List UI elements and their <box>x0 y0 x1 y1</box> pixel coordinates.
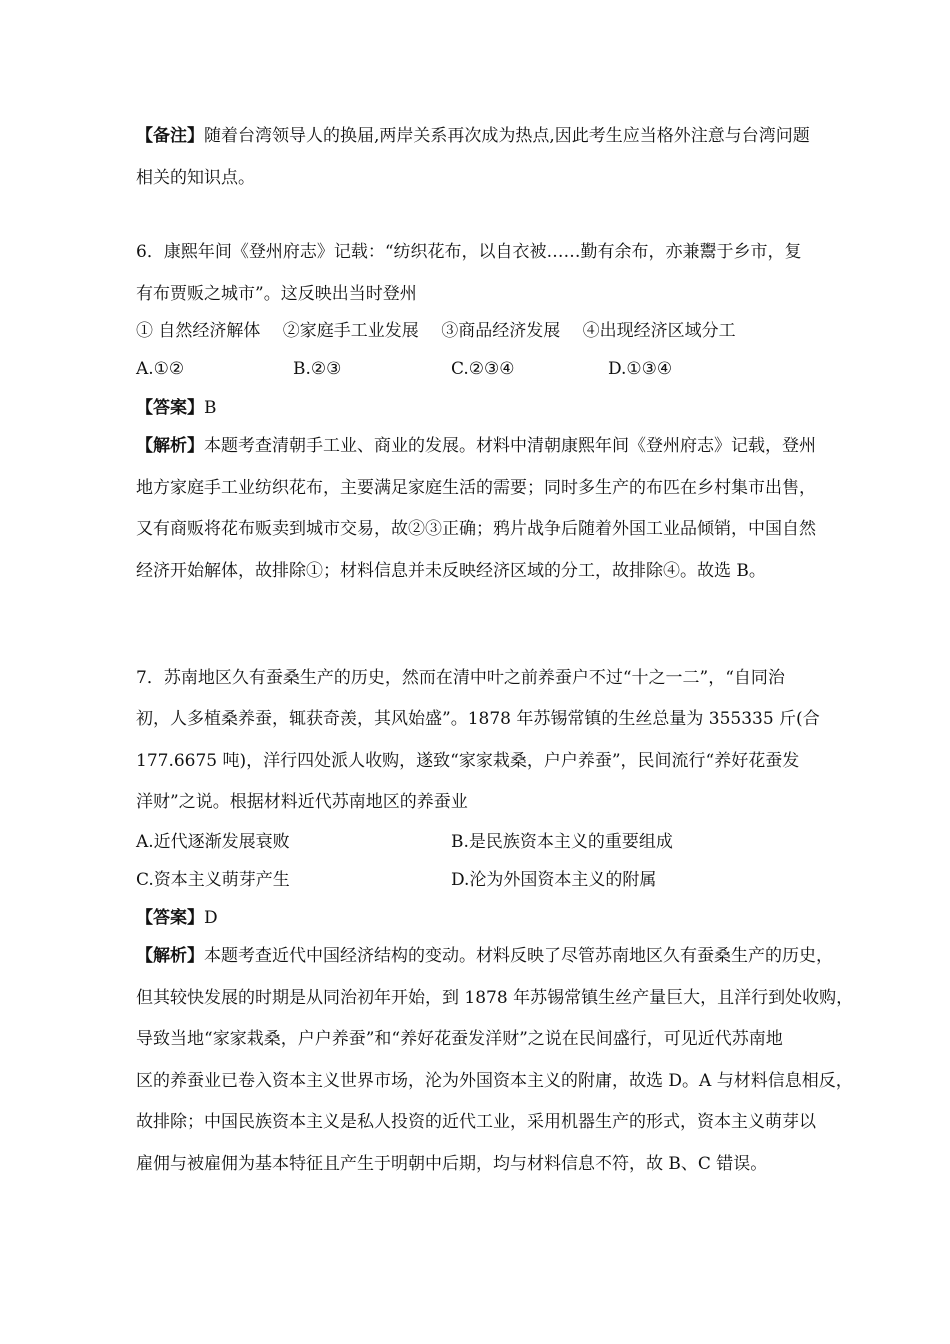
note-tag: 【备注】 <box>136 126 204 146</box>
q6-option-d: D.①③④ <box>608 359 673 379</box>
q6-analysis-line-2: 地方家庭手工业纺织花布，主要满足家庭生活的需要；同时多生产的布匹在乡村集市出售， <box>136 478 816 498</box>
q6-analysis-line-1: 【解析】本题考查清朝手工业、商业的发展。材料中清朝康熙年间《登州府志》记载，登州 <box>136 436 816 456</box>
q7-analysis-line-4: 区的养蚕业已卷入资本主义世界市场，沦为外国资本主义的附庸，故选 D。A 与材料信息相反， <box>136 1071 853 1091</box>
q7-analysis-line-2: 但其较快发展的时期是从同治初年开始，到 1878 年苏锡常镇生丝产量巨大，且洋行到处收购， <box>136 988 854 1008</box>
q6-analysis-line-4: 经济开始解体，故排除①；材料信息并未反映经济区域的分工，故排除④。故选 B。 <box>136 561 766 581</box>
q7-option-b: B.是民族资本主义的重要组成 <box>451 832 673 852</box>
q7-answer <box>136 908 218 928</box>
q7-analysis-line-1: 【解析】本题考查近代中国经济结构的变动。材料反映了尽管苏南地区久有蚕桑生产的历史， <box>136 946 833 966</box>
q6-answer <box>136 398 217 418</box>
note-line-2: 相关的知识点。 <box>136 168 255 188</box>
q7-analysis-line-6: 雇佣与被雇佣为基本特征且产生于明朝中后期，均与材料信息不符，故 B、C 错误。 <box>136 1154 768 1174</box>
q6-option-b: B.②③ <box>293 359 342 379</box>
q7-stem-line-1: 7．苏南地区久有蚕桑生产的历史，然而在清中叶之前养蚕户不过“十之一二”，“自同治 <box>136 668 785 688</box>
note-line-1: 【备注】随着台湾领导人的换届,两岸关系再次成为热点,因此考生应当格外注意与台湾问题 <box>136 126 810 146</box>
q7-analysis-line-5: 故排除；中国民族资本主义是私人投资的近代工业，采用机器生产的形式，资本主义萌芽以 <box>136 1112 816 1132</box>
q7-stem-line-2: 初，人多植桑养蚕，辄获奇羡，其风始盛”。1878 年苏锡常镇的生丝总量为 355335 斤(合 <box>136 709 820 729</box>
q6-option-a: A.①② <box>136 359 185 379</box>
q7-answer-tag: 【答案】 <box>136 908 204 928</box>
q6-analysis-tag: 【解析】 <box>136 436 204 456</box>
q6-stem-line-1: 6．康熙年间《登州府志》记载：“纺织花布，以自衣被……勤有余布，亦兼鬻于乡市，复 <box>136 242 802 262</box>
q7-option-c: C.资本主义萌芽产生 <box>136 870 290 890</box>
q6-items: ① 自然经济解体 ②家庭手工业发展 ③商品经济发展 ④出现经济区域分工 <box>136 321 736 341</box>
q6-option-c: C.②③④ <box>451 359 515 379</box>
q6-answer-tag: 【答案】 <box>136 398 204 418</box>
q7-stem-line-4: 洋财”之说。根据材料近代苏南地区的养蚕业 <box>136 792 468 812</box>
q7-stem-line-3: 177.6675 吨)，洋行四处派人收购，遂致“家家栽桑，户户养蚕”，民间流行“养好花蚕发 <box>136 751 800 771</box>
q6-analysis-line-3: 又有商贩将花布贩卖到城市交易，故②③正确；鸦片战争后随着外国工业品倾销，中国自然 <box>136 519 816 539</box>
q7-option-d: D.沦为外国资本主义的附属 <box>451 870 657 890</box>
q7-analysis-line-3: 导致当地“家家栽桑，户户养蚕”和“养好花蚕发洋财”之说在民间盛行，可见近代苏南地 <box>136 1029 783 1049</box>
q7-analysis-tag: 【解析】 <box>136 946 204 966</box>
q7-answer-value: D <box>204 908 218 928</box>
q6-answer-value: B <box>204 398 217 418</box>
q6-stem-line-2: 有布贾贩之城市”。这反映出当时登州 <box>136 284 417 304</box>
q7-option-a: A.近代逐渐发展衰败 <box>136 832 290 852</box>
